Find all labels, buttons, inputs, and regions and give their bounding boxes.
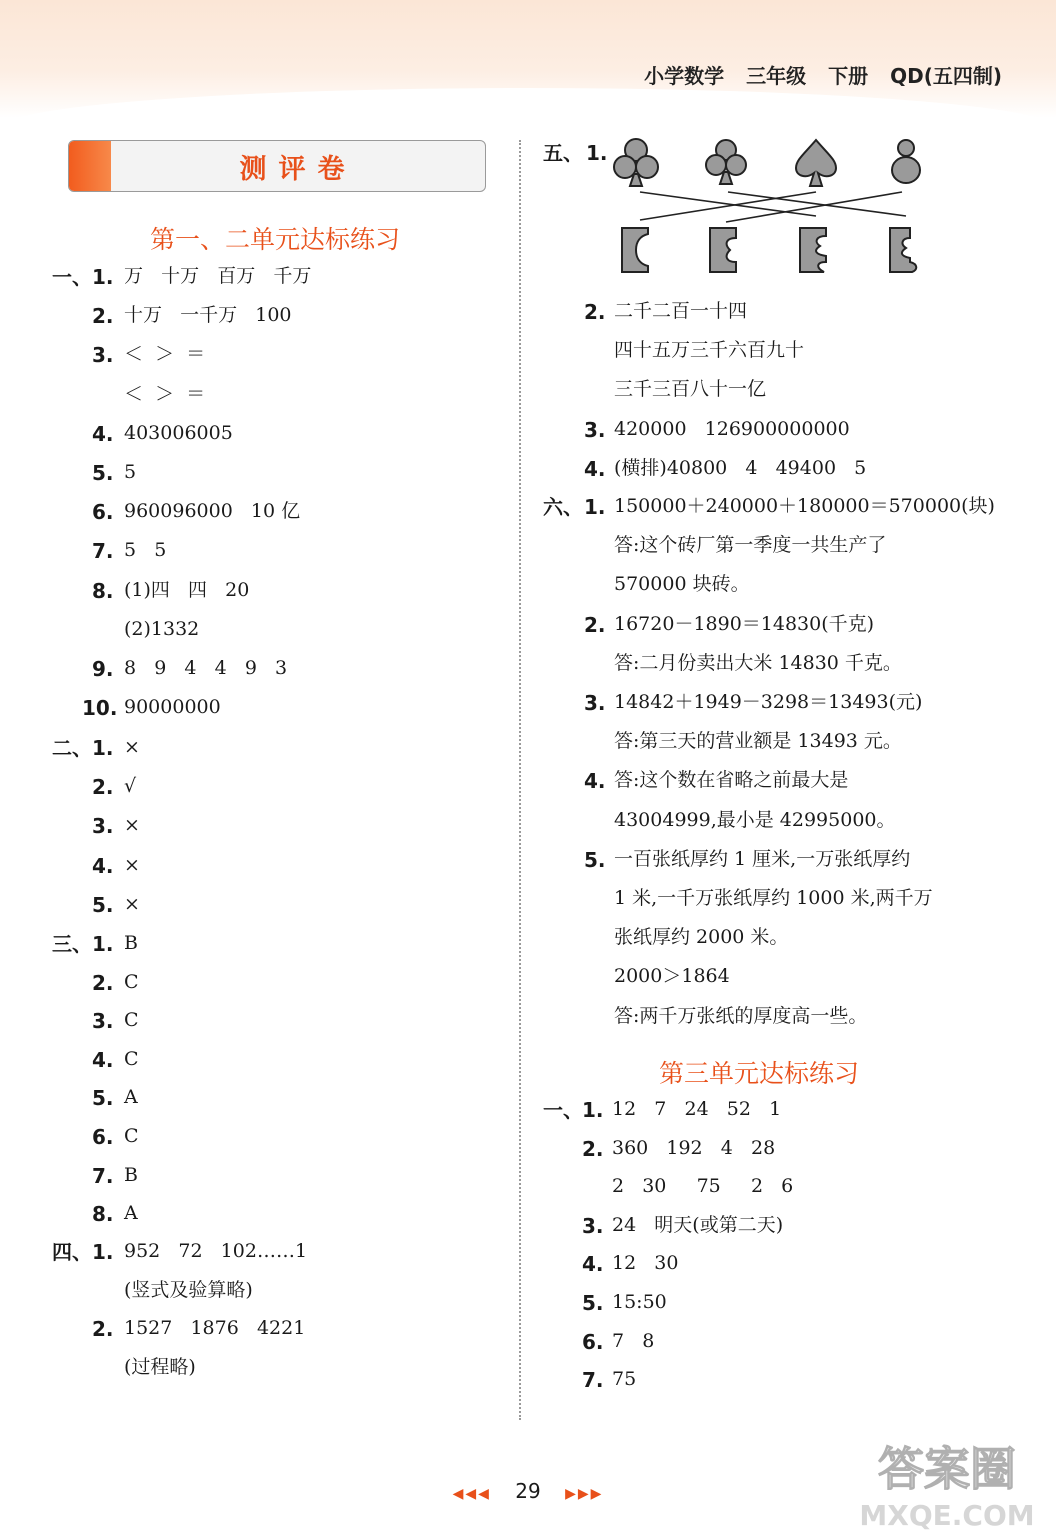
- sec2-item-text: ×: [124, 736, 140, 758]
- sec5-item-num: 2.: [584, 300, 606, 324]
- puzzle-piece-2: [710, 228, 736, 272]
- sec6-item-num: 3.: [584, 691, 606, 715]
- sec6-item-text: 张纸厚约 2000 米。: [614, 926, 789, 949]
- puzzle-piece-3: [800, 228, 826, 272]
- sec1-item-num: 9.: [92, 657, 114, 681]
- sec2-item-num: 1.: [92, 736, 114, 760]
- sec5-item1-num: 1.: [586, 141, 608, 165]
- sec3-item-text: B: [124, 1163, 138, 1186]
- sec5-label: 五、: [543, 141, 583, 165]
- sec6-item-text: 答:二月份卖出大米 14830 千克。: [614, 651, 902, 674]
- page-number: 29: [515, 1479, 541, 1503]
- gourd-icon: [892, 140, 920, 183]
- sec3-item-num: 4.: [92, 1047, 114, 1072]
- sec4-item-num: 1.: [92, 1240, 114, 1264]
- sec2-item-text: ×: [124, 853, 140, 876]
- sec1-item-text: 十万 一千万 100: [124, 304, 292, 327]
- sec5-item-text: (横排)40800 4 49400 5: [614, 456, 867, 479]
- sec6-label: 六、: [543, 495, 583, 519]
- matching-diagram: [606, 130, 922, 280]
- watermark-text: 答案圈: [878, 1441, 1016, 1496]
- sec1-item-text: 5: [124, 461, 137, 483]
- sec3-item-num: 1.: [92, 932, 114, 956]
- sec1-item-num: 3.: [92, 343, 114, 368]
- volume-label: 下册: [828, 64, 869, 88]
- sec2-item-num: 3.: [92, 814, 114, 839]
- sec2-item-num: 4.: [92, 853, 114, 878]
- sec4-item-text: 952 72 102……1: [124, 1240, 308, 1262]
- sec6-item-text: 14842＋1949－3298＝13493(元): [614, 691, 923, 713]
- banner-title: 测评卷: [239, 153, 357, 185]
- unit3-item-num: 6.: [582, 1329, 604, 1354]
- unit3-item-text: 7 8: [612, 1329, 655, 1352]
- sec4-label: 四、: [52, 1240, 92, 1264]
- sec6-item-text: 答:这个数在省略之前最大是: [614, 769, 849, 792]
- watermark-logo: [854, 1436, 1040, 1532]
- sec3-item-num: 5.: [92, 1086, 114, 1111]
- prev-arrows-icon: ◀◀◀: [452, 1486, 491, 1502]
- puzzle-piece-4: [890, 228, 916, 272]
- sec1-item-num: 4.: [92, 421, 114, 446]
- subject-label: 小学数学: [644, 64, 725, 88]
- sec1-item-text: 960096000 10 亿: [124, 500, 301, 523]
- sec1-item-text: 8 9 4 4 9 3: [124, 657, 288, 679]
- club-icon: [706, 140, 746, 184]
- sec4-item-text: (过程略): [124, 1355, 196, 1378]
- sec6-item-text: 一百张纸厚约 1 厘米,一万张纸厚约: [614, 847, 911, 870]
- unit3-item-num: 4.: [582, 1252, 604, 1277]
- sec2-label: 二、: [52, 736, 92, 760]
- sec6-item-num: 4.: [584, 769, 606, 794]
- sec5-item-num: 3.: [584, 417, 606, 442]
- sec3-item-text: C: [124, 1125, 139, 1147]
- sec5-item-text: 三千三百八十一亿: [614, 378, 767, 401]
- sec5-item-text: 四十五万三千六百九十: [614, 339, 805, 362]
- sec1-item-text: 403006005: [124, 421, 233, 444]
- sec3-item-text: B: [124, 932, 138, 954]
- sec1-item-text: (1)四 四 20: [124, 578, 250, 601]
- sec1-item-text: (2)1332: [124, 617, 200, 640]
- unit3-item-num: 1.: [582, 1098, 604, 1122]
- sec1-item-text: 5 5: [124, 539, 167, 562]
- sec1-item-num: 1.: [92, 265, 114, 289]
- next-arrows-icon: ▶▶▶: [565, 1486, 604, 1502]
- unit3-title: 第三单元达标练习: [659, 1059, 860, 1088]
- unit3-item-num: 2.: [582, 1136, 604, 1161]
- edition-label: QD(五四制): [890, 64, 1002, 88]
- section-banner: [68, 140, 486, 192]
- unit3-sec1-label: 一、: [543, 1098, 583, 1122]
- sec6-item-num: 2.: [584, 612, 606, 637]
- match-lines: [640, 192, 906, 222]
- unit3-item-num: 7.: [582, 1368, 604, 1393]
- sec5-item-num: 4.: [584, 456, 606, 481]
- sec1-label: 一、: [52, 265, 92, 289]
- sec3-item-text: C: [124, 1009, 139, 1032]
- sec6-item-text: 答:两千万张纸的厚度高一些。: [614, 1004, 868, 1027]
- unit3-item-text: 15:50: [612, 1291, 667, 1313]
- sec4-item-text: 1527 1876 4221: [124, 1317, 306, 1340]
- unit3-item-text: 12 30: [612, 1252, 679, 1275]
- sec1-item-text: 万 十万 百万 千万: [124, 265, 312, 287]
- banner-accent: [69, 141, 111, 191]
- sec6-item-text: 570000 块砖。: [614, 573, 750, 596]
- sec6-item-text: 43004999,最小是 42995000。: [614, 808, 896, 831]
- sec3-item-text: A: [124, 1202, 138, 1225]
- sec6-item-text: 2000＞1864: [614, 965, 730, 988]
- sec6-item-text: 150000＋240000＋180000＝570000(块): [614, 495, 995, 517]
- sec1-item-num: 10.: [82, 696, 118, 721]
- sec4-item-num: 2.: [92, 1317, 114, 1342]
- unit12-title: 第一、二单元达标练习: [150, 225, 401, 254]
- puzzle-piece-1: [622, 228, 648, 272]
- sec3-item-num: 7.: [92, 1163, 114, 1188]
- grade-label: 三年级: [746, 64, 807, 88]
- sec1-item-text: ＜ ＞ ＝: [124, 382, 206, 405]
- sec2-item-text: ×: [124, 892, 140, 915]
- sec6-item-num: 5.: [584, 847, 606, 872]
- unit3-item-text: 12 7 24 52 1: [612, 1098, 782, 1120]
- sec3-item-num: 3.: [92, 1009, 114, 1034]
- sec1-item-text: 90000000: [124, 696, 221, 719]
- sec6-item-text: 答:第三天的营业额是 13493 元。: [614, 730, 902, 753]
- sec3-item-text: C: [124, 1047, 139, 1070]
- sec3-item-text: A: [124, 1086, 138, 1109]
- sec4-item-text: (竖式及验算略): [124, 1278, 253, 1301]
- unit3-item-num: 3.: [582, 1213, 604, 1238]
- sec6-item-text: 1 米,一千万张纸厚约 1000 米,两千万: [614, 887, 933, 909]
- header-band: [0, 0, 1056, 118]
- sec3-item-num: 2.: [92, 970, 114, 995]
- sec3-item-text: C: [124, 970, 139, 993]
- unit3-item-text: 360 192 4 28: [612, 1136, 776, 1159]
- sec1-item-num: 7.: [92, 539, 114, 564]
- unit3-item-text: 2 30 75 2 6: [612, 1175, 794, 1198]
- sec1-item-num: 2.: [92, 304, 114, 329]
- sec2-item-text: √: [124, 775, 137, 798]
- sec5-item-text: 二千二百一十四: [614, 300, 748, 322]
- sec1-item-num: 6.: [92, 500, 114, 525]
- sec2-item-text: ×: [124, 814, 140, 837]
- sec3-item-num: 8.: [92, 1202, 114, 1227]
- unit3-item-text: 24 明天(或第二天): [612, 1213, 784, 1236]
- watermark-url: MXQE.COM: [859, 1498, 1035, 1532]
- sec3-label: 三、: [52, 932, 92, 956]
- sec2-item-num: 2.: [92, 775, 114, 800]
- sec2-item-num: 5.: [92, 892, 114, 917]
- sec5-item-text: 420000 126900000000: [614, 417, 850, 440]
- sec1-item-text: ＜ ＞ ＝: [124, 343, 206, 366]
- sec6-item-text: 16720－1890＝14830(千克): [614, 612, 875, 635]
- spade-icon: [796, 140, 836, 186]
- sec1-item-num: 5.: [92, 461, 114, 485]
- sec6-item-text: 答:这个砖厂第一季度一共生产了: [614, 534, 887, 557]
- unit3-item-text: 75: [612, 1368, 637, 1391]
- book-info: [644, 60, 1002, 89]
- club-icon: [614, 139, 658, 186]
- unit3-item-num: 5.: [582, 1291, 604, 1315]
- sec1-item-num: 8.: [92, 578, 114, 603]
- sec6-item-num: 1.: [584, 495, 606, 519]
- sec3-item-num: 6.: [92, 1125, 114, 1149]
- column-divider: [519, 140, 521, 1420]
